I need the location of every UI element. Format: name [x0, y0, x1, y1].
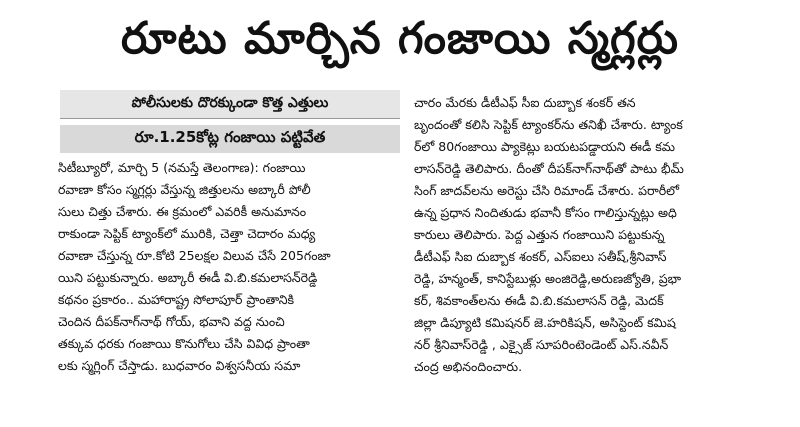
article-line: లాసన్‌రెడ్డి తెలిపారు. దీంతో దీపక్‌నాగ్‌నాథ్‌తో పాటు భీమ్	[414, 161, 684, 176]
subheading-seizure: రూ.1.25కోట్ల గంజాయి పట్టివేత	[60, 125, 400, 153]
article-line: లకు స్మగ్లింగ్ చేస్తాడు. బుధవారం విశ్వసనీయ సమా	[58, 358, 301, 373]
article-line: రాకుండా సెప్టిక్ ట్యాంక్‌లో మురికి, చెత్తా చెదారం మధ్య	[58, 226, 316, 241]
subheading-police: పోలీసులకు దొరక్కుండా కొత్త ఎత్తులు	[60, 90, 400, 119]
article-line: చెందిన దీపక్‌నాగ్‌నాథ్ గోయ్, భవాని వద్ద నుంచి	[58, 314, 285, 329]
article-left-column	[54, 88, 406, 418]
article-line: కథనం ప్రకారం.. మహారాష్ట్ర సోలాపూర్ ప్రాంతానికి	[58, 292, 295, 307]
article-line: ర్‌లో 80గంజాయి ప్యాకెట్లు బయటపడ్డాయని ఈడీ కమ	[414, 139, 675, 154]
article-line: సులు చిత్తు చేశారు. ఈ క్రమంలో ఎవరికీ అనుమానం	[58, 204, 307, 219]
article-line: సింగ్ జాదవ్‌లను అరెస్టు చేసి రిమాండ్ చేశారు. పరారీలో	[414, 183, 679, 198]
article-line: జిల్లా డిప్యూటి కమిషనర్ జె.హరికిషన్, అసిస్టెంట్ కమిష	[414, 315, 676, 330]
article-line: డీటీఎఫ్ సిఐ దుబ్బాక శంకర్, ఎస్ఐలు సతీష్,శ్రీనివాస్	[414, 249, 667, 264]
article-line: రెడ్డి, హన్మంత్, కానిస్టేబుళ్లు అంజిరెడ్డి,అరుణజ్యోతి, ప్రభా	[414, 271, 682, 286]
article-line: రవాణా చేస్తున్న రూ.కోటి 25లక్షల విలువ చేసే 205గంజా	[58, 248, 331, 263]
article-right-column	[414, 92, 754, 418]
article-line: ఉన్న ప్రధాన నిందితుడు భవానీ కోసం గాలిస్తున్నట్లు అధి	[414, 205, 677, 220]
article-line: కారులు తెలిపారు. పెద్ద ఎత్తున గంజాయిని పట్టుకున్న	[414, 227, 665, 242]
article-line: యిని పట్టుకున్నారు. అబ్కారీ ఈడీ వి.బి.కమలాసన్‌రెడ్డి	[58, 270, 318, 285]
article-line: నర్ శ్రీనివాస్‌రెడ్డి , ఎక్సైజ్ సూపరింటెండెంట్ ఎస్.నవీన్	[414, 337, 669, 352]
article-line: బృందంతో కలిసి సెప్టిక్ ట్యాంకర్‌ను తనిఖీ చేశారు. ట్యాంక	[414, 117, 683, 132]
article-line: తక్కువ ధరకు గంజాయి కొనుగోలు చేసి వివిధ ప్రాంతా	[58, 336, 310, 351]
article-line: సిటీబ్యూరో, మార్చి 5 (నమస్తే తెలంగాణ): గంజాయి	[58, 160, 306, 175]
article-line: చారం మేరకు డీటీఎఫ్ సీఐ దుబ్బాక శంకర్ తన	[414, 95, 636, 110]
headline: రూటు మార్చిన గంజాయి స్మగ్లర్లు	[120, 13, 680, 64]
article-line: కర్, శివకాంత్‌లను ఈడీ వి.బి.కమలాసన్ రెడ్డి, మెదక్	[414, 293, 664, 308]
article-line: రవాణా కోసం స్మగ్లర్లు వేస్తున్న జిత్తులను అబ్కారీ పోలీ	[58, 182, 311, 197]
article-line: చంద్ర అభినందించారు.	[414, 359, 523, 374]
